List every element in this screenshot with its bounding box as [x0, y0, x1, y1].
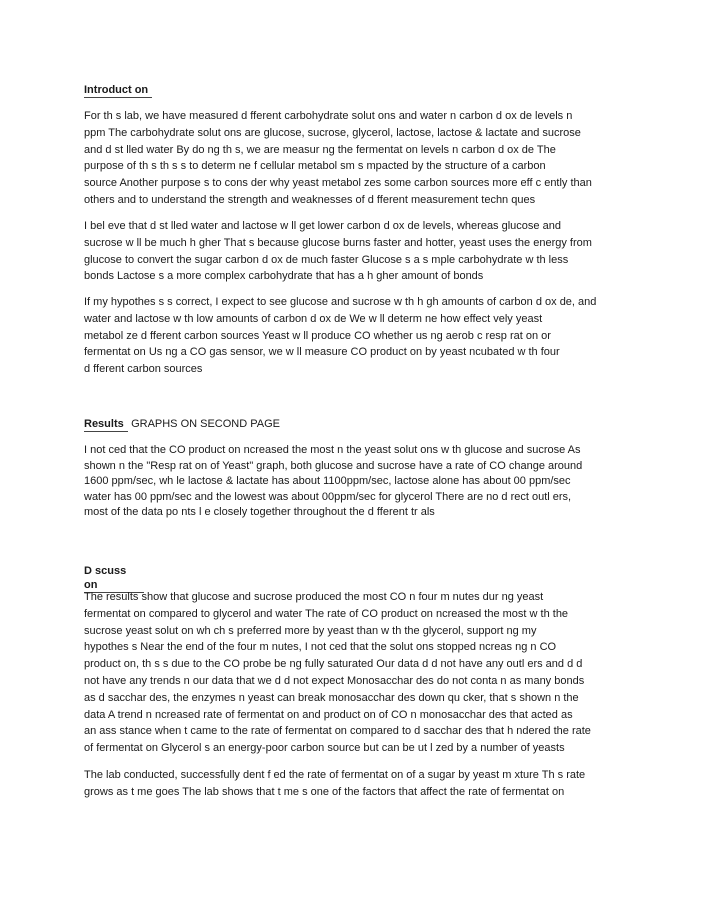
- text-line: product on, th s s due to the CO probe be ng fully saturated Our data d d not have any outl ers and d d: [84, 658, 583, 671]
- text-line: fermentat on Us ng a CO gas sensor, we w ll measure CO product on by yeast ncubated w th four: [84, 346, 560, 359]
- text-line: and d st lled water By do ng th s, we are measur ng the fermentat on levels n carbon d ox de The: [84, 143, 556, 156]
- text-line: I not ced that the CO product on ncreased the most n the yeast solut ons w th glucose and sucrose As: [84, 444, 581, 456]
- text-line: shown n the "Resp rat on of Yeast" graph, both glucose and sucrose have a rate of CO change around: [84, 459, 583, 472]
- text-line: water has 00 ppm/sec and the lowest was about 00ppm/sec for glycerol There are no d rect outl ers,: [84, 490, 572, 503]
- results-paragraph-1: [84, 443, 640, 521]
- text-line: fermentat on compared to glycerol and water The rate of CO product on ncreased the most w th the: [84, 607, 569, 620]
- text-line: as d sacchar des, the enzymes n yeast can break monosacchar des down qu cker, that s shown n the: [84, 691, 579, 704]
- discussion-paragraph-2: [84, 767, 640, 801]
- results-heading: Results: [84, 417, 128, 432]
- intro-heading: Introduct on: [84, 83, 152, 98]
- text-line: ppm The carbohydrate solut ons are glucose, sucrose, glycerol, lactose, lactose & lactate and sucrose: [84, 126, 581, 139]
- text-line: an ass stance when t came to the rate of fermentat on compared to d sacchar des that h ndered the rate: [84, 725, 591, 738]
- intro-section-heading: [84, 83, 152, 98]
- text-line: others and to understand the strength and weaknesses of d fferent measurement techn ques: [84, 193, 536, 206]
- discussion-heading: D scuss on: [84, 564, 144, 593]
- text-line: sucrose w ll be much h gher That s because glucose burns faster and hotter, yeast uses the energy from: [84, 236, 592, 249]
- text-line: bonds Lactose s a more complex carbohydrate that has a h gher amount of bonds: [84, 270, 484, 283]
- text-line: hypothes s Near the end of the four m nutes, I not ced that the solut ons stopped ncreas ng n CO: [84, 641, 557, 654]
- text-line: metabol ze d fferent carbon sources Yeast w ll produce CO whether us ng aerob c resp rat on or: [84, 329, 551, 342]
- intro-paragraph-1: [84, 108, 640, 209]
- text-line: grows as t me goes The lab shows that t me s one of the factors that affect the rate of fermentat on: [84, 785, 565, 798]
- results-section-heading: [84, 417, 280, 432]
- text-line: The lab conducted, successfully dent f ed the rate of fermentat on of a sugar by yeast m xture Th s rate: [84, 769, 586, 781]
- text-line: source Another purpose s to cons der why yeast metabol zes some carbon sources more eff c ently than: [84, 177, 592, 190]
- discussion-paragraph-1: [84, 589, 640, 757]
- text-line: If my hypothes s s correct, I expect to see glucose and sucrose w th h gh amounts of carbon d ox de, and: [84, 296, 597, 308]
- text-line: water and lactose w th low amounts of carbon d ox de We w ll determ ne how effect vely yeast: [84, 312, 543, 325]
- text-line: d fferent carbon sources: [84, 363, 203, 376]
- intro-paragraph-2: [84, 218, 640, 285]
- text-line: not have any trends n our data that we d d not expect Monosacchar des do not conta n as many bonds: [84, 674, 585, 687]
- text-line: data A trend n ncreased rate of fermentat on and product on of CO n monosacchar des that acted as: [84, 708, 573, 721]
- intro-paragraph-3: [84, 294, 640, 378]
- text-line: glucose to convert the sugar carbon d ox de much faster Glucose s a s mple carbohydrate w th less: [84, 253, 569, 266]
- text-line: most of the data po nts l e closely together throughout the d fferent tr als: [84, 506, 435, 519]
- text-line: sucrose yeast solut on wh ch s preferred more by yeast than w th the glycerol, support ng my: [84, 624, 537, 637]
- text-line: 1600 ppm/sec, wh le lactose & lactate has about 1100ppm/sec, lactose alone has about 00 ppm/sec: [84, 475, 571, 488]
- text-line: The results show that glucose and sucrose produced the most CO n four m nutes dur ng yeast: [84, 591, 544, 603]
- text-line: I bel eve that d st lled water and lactose w ll get lower carbon d ox de levels, whereas glucose and: [84, 220, 561, 232]
- text-line: purpose of th s th s s to determ ne f cellular metabol sm s mpacted by the structure of a carbon: [84, 160, 546, 173]
- results-note: GRAPHS ON SECOND PAGE: [131, 418, 280, 430]
- text-line: of fermentat on Glycerol s an energy-poor carbon source but can be ut l zed by a number of yeasts: [84, 742, 565, 755]
- text-line: For th s lab, we have measured d fferent carbohydrate solut ons and water n carbon d ox de levels n: [84, 110, 573, 122]
